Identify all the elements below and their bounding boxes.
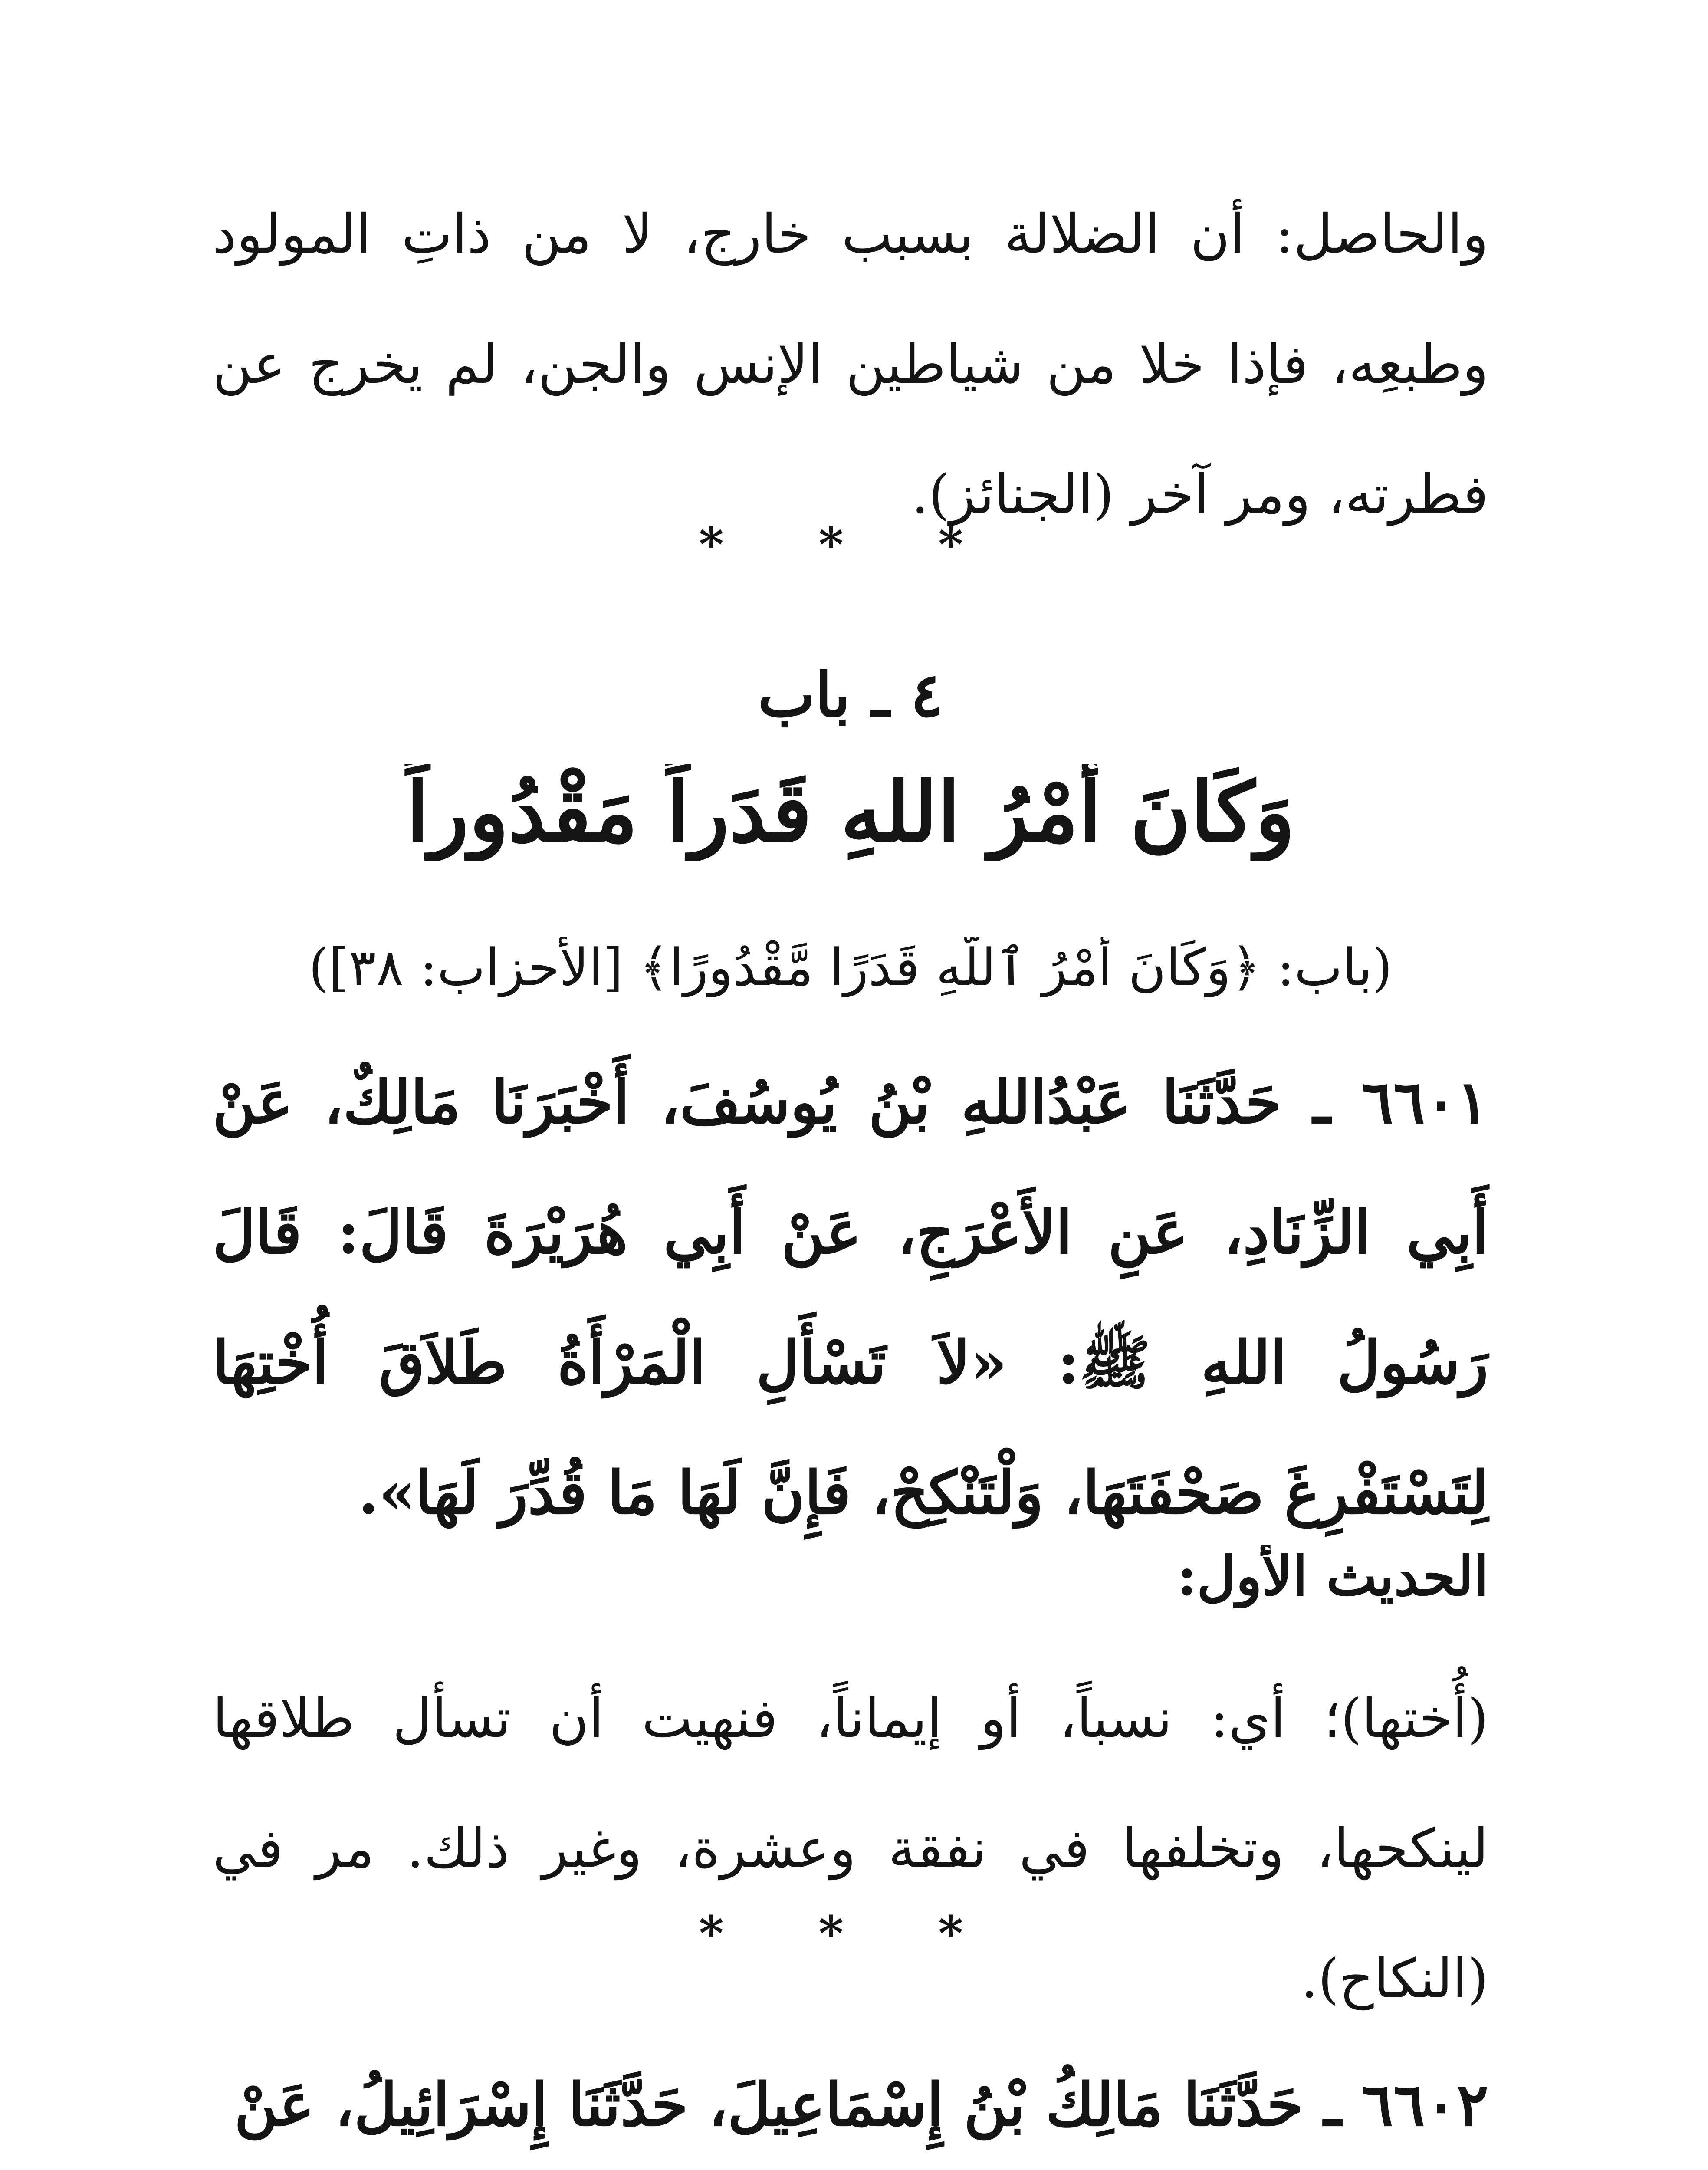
section-separator-stars: * * * xyxy=(699,1905,1002,1961)
chapter-verse-citation: (باب: ﴿وَكَانَ أَمْرُ ٱللَّهِ قَدَرًا مَّقْدُورًا﴾ [الأحزاب: ٣٨]) xyxy=(309,937,1393,997)
commentary-heading: الحديث الأول: xyxy=(1177,1545,1488,1608)
chapter-title: وَكَانَ أَمْرُ اللهِ قَدَراً مَقْدُوراً xyxy=(406,764,1295,861)
hadith-6601-text: ٦٦٠١ ـ حَدَّثَنَا عَبْدُاللهِ بْنُ يُوسُفَ، أَخْبَرَنَا مَالِكٌ، عَنْ أَبِي الزِّنَادِ، عَنِ الأَعْرَجِ، عَنْ أَبِي هُرَيْرَةَ قَالَ: قَالَ رَسُولُ اللهِ ﷺ: «لاَ تَسْأَلِ الْمَرْأَةُ طَلاَقَ أُخْتِهَا لِتَسْتَفْرِغَ صَحْفَتَهَا، وَلْتَنْكِحْ، فَإِنَّ لَهَا مَا قُدِّرَ لَهَا». xyxy=(213,1068,1488,1528)
hadith-6602-line-1: ٦٦٠٢ ـ حَدَّثَنَا مَالِكُ بْنُ إِسْمَاعِيلَ، حَدَّثَنَا إِسْرَائِيلُ، عَنْ xyxy=(234,2070,1488,2140)
section-separator-stars: * * * xyxy=(699,516,1002,572)
commentary-paragraph: (أُختها)؛ أي: نسباً، أو إيماناً، فنهيت أن تسأل طلاقها لينكحها، وتخلفها في نفقة وعشرة، وغير ذلك. مر في (النكاح). xyxy=(213,1687,1488,2010)
intro-paragraph: والحاصل: أن الضلالة بسبب خارج، لا من ذاتِ المولود وطبعِه، فإذا خلا من شياطين الإنس والجن، لم يخرج عن فطرته، ومر آخر (الجنائز). xyxy=(213,203,1488,526)
chapter-number: ٤ ـ باب xyxy=(758,660,943,731)
